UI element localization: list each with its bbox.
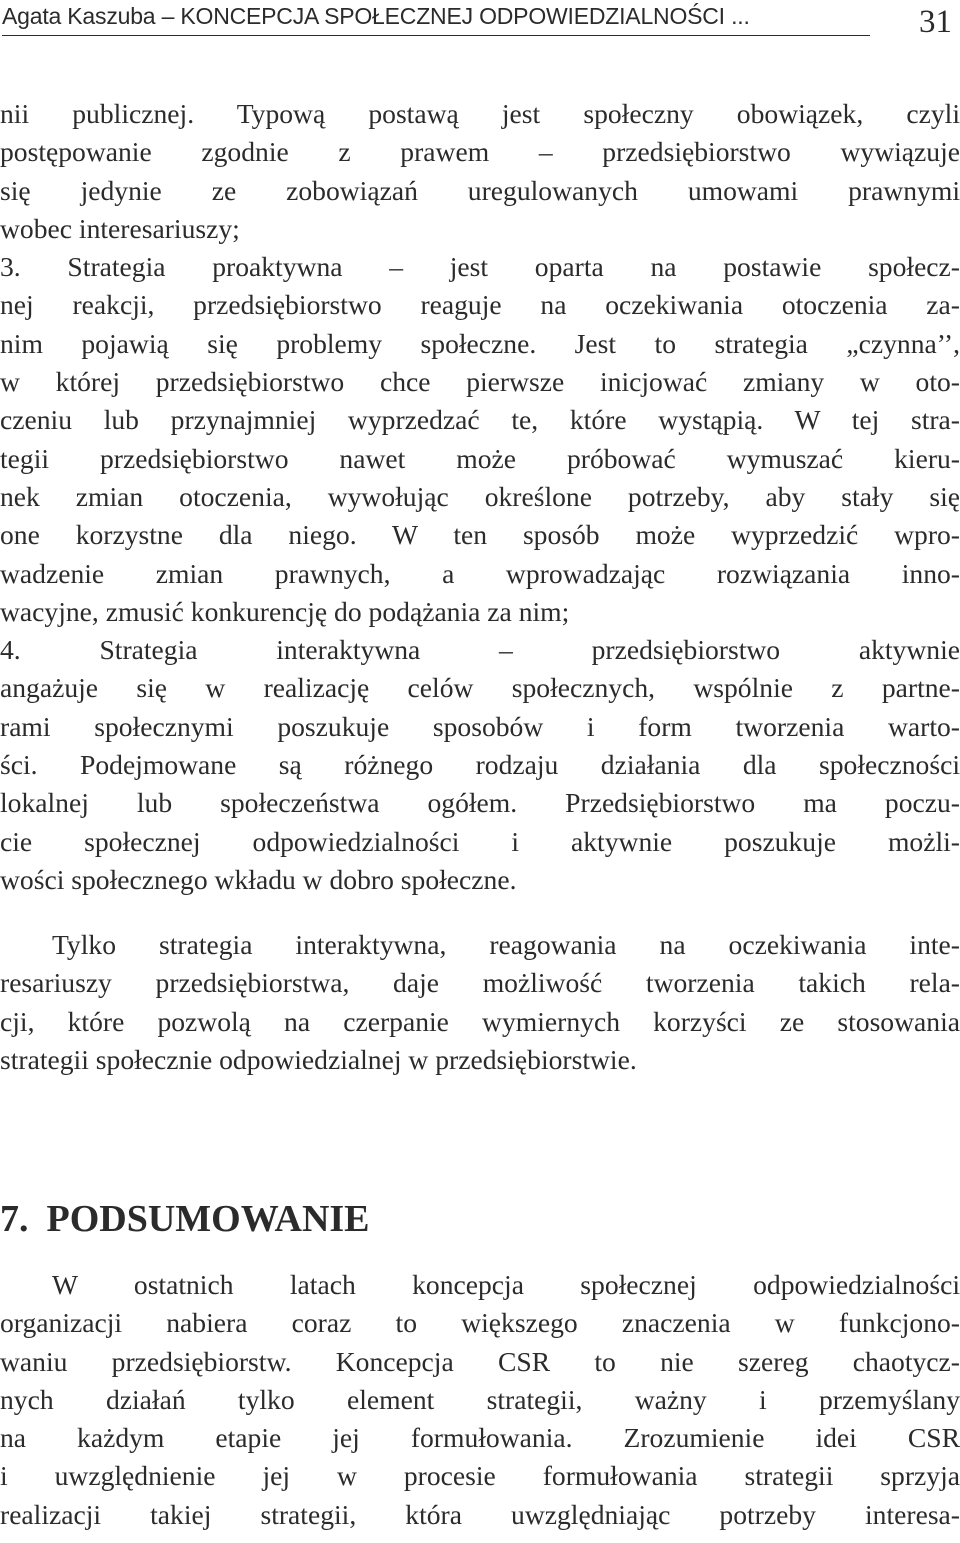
text-line: wacyjne, zmusić konkurencję do podążania za nim; bbox=[0, 595, 570, 627]
section-number: 7. bbox=[0, 1198, 29, 1240]
text-line: postępowanie zgodnie z prawem – przedsiębiorstwo wywiązuje bbox=[0, 136, 960, 168]
section-heading bbox=[0, 1192, 370, 1246]
paragraph-conclusion bbox=[0, 926, 960, 1079]
page-number: 31 bbox=[919, 4, 952, 40]
text-line: i uwzględnienie jej w procesie formułowania strategii sprzyja bbox=[0, 1460, 960, 1492]
text-line: wobec interesariuszy; bbox=[0, 212, 240, 244]
running-title: Agata Kaszuba – KONCEPCJA SPOŁECZNEJ ODPOWIEDZIALNOŚCI ... bbox=[2, 3, 750, 29]
text-line: wości społecznego wkładu w dobro społeczne. bbox=[0, 863, 517, 895]
text-line: tegii przedsiębiorstwo nawet może próbować wymuszać kieru- bbox=[0, 442, 960, 474]
text-line: angażuje się w realizację celów społecznych, wspólnie z partne- bbox=[0, 672, 960, 704]
header-rule bbox=[2, 35, 870, 36]
text-line: W ostatnich latach koncepcja społecznej odpowiedzialności bbox=[52, 1269, 960, 1300]
section-title: PODSUMOWANIE bbox=[46, 1198, 370, 1240]
text-line: nej reakcji, przedsiębiorstwo reaguje na oczekiwania otoczenia za- bbox=[0, 289, 960, 321]
text-line: Tylko strategia interaktywna, reagowania na oczekiwania inte- bbox=[52, 929, 960, 960]
running-header bbox=[2, 0, 960, 44]
text-line: rami społecznymi poszukuje sposobów i form tworzenia warto- bbox=[0, 710, 960, 742]
text-line: wadzenie zmian prawnych, a wprowadzając rozwiązania inno- bbox=[0, 557, 960, 589]
text-line: się jedynie ze zobowiązań uregulowanych umowami prawnymi bbox=[0, 174, 960, 206]
text-line: 3. Strategia proaktywna – jest oparta na postawie społecz- bbox=[0, 251, 960, 283]
text-line: strategii społecznie odpowiedzialnej w przedsiębiorstwie. bbox=[0, 1043, 637, 1075]
text-line: nii publicznej. Typową postawą jest społeczny obowiązek, czyli bbox=[0, 98, 960, 129]
text-line: 4. Strategia interaktywna – przedsiębiorstwo aktywnie bbox=[0, 634, 960, 666]
text-line: one korzystne dla niego. W ten sposób może wyprzedzić wpro- bbox=[0, 519, 960, 551]
text-line: ści. Podejmowane są różnego rodzaju działania dla społeczności bbox=[0, 749, 960, 781]
text-line: nych działań tylko element strategii, ważny i przemyślany bbox=[0, 1383, 960, 1415]
text-line: czeniu lub przynajmniej wyprzedzać te, które wystąpią. W tej stra- bbox=[0, 404, 960, 436]
text-line: realizacji takiej strategii, która uwzględniając potrzeby interesa- bbox=[0, 1498, 960, 1530]
text-line: w której przedsiębiorstwo chce pierwsze inicjować zmiany w oto- bbox=[0, 366, 960, 398]
paragraph-strategies bbox=[0, 95, 960, 899]
paragraph-summary bbox=[0, 1266, 960, 1534]
text-line: waniu przedsiębiorstw. Koncepcja CSR to nie szereg chaotycz- bbox=[0, 1345, 960, 1377]
text-line: organizacji nabiera coraz to większego znaczenia w funkcjono- bbox=[0, 1307, 960, 1339]
text-line: nim pojawią się problemy społeczne. Jest to strategia „czynna’’, bbox=[0, 327, 960, 359]
text-line: cie społecznej odpowiedzialności i aktywnie poszukuje możli- bbox=[0, 825, 960, 857]
text-line: lokalnej lub społeczeństwa ogółem. Przedsiębiorstwo ma poczu- bbox=[0, 787, 960, 819]
text-line: na każdym etapie jej formułowania. Zrozumienie idei CSR bbox=[0, 1422, 960, 1454]
text-line: nek zmian otoczenia, wywołując określone potrzeby, aby stały się bbox=[0, 480, 960, 512]
text-line: cji, które pozwolą na czerpanie wymiernych korzyści ze stosowania bbox=[0, 1005, 960, 1037]
text-line: resariuszy przedsiębiorstwa, daje możliwość tworzenia takich rela- bbox=[0, 967, 960, 999]
